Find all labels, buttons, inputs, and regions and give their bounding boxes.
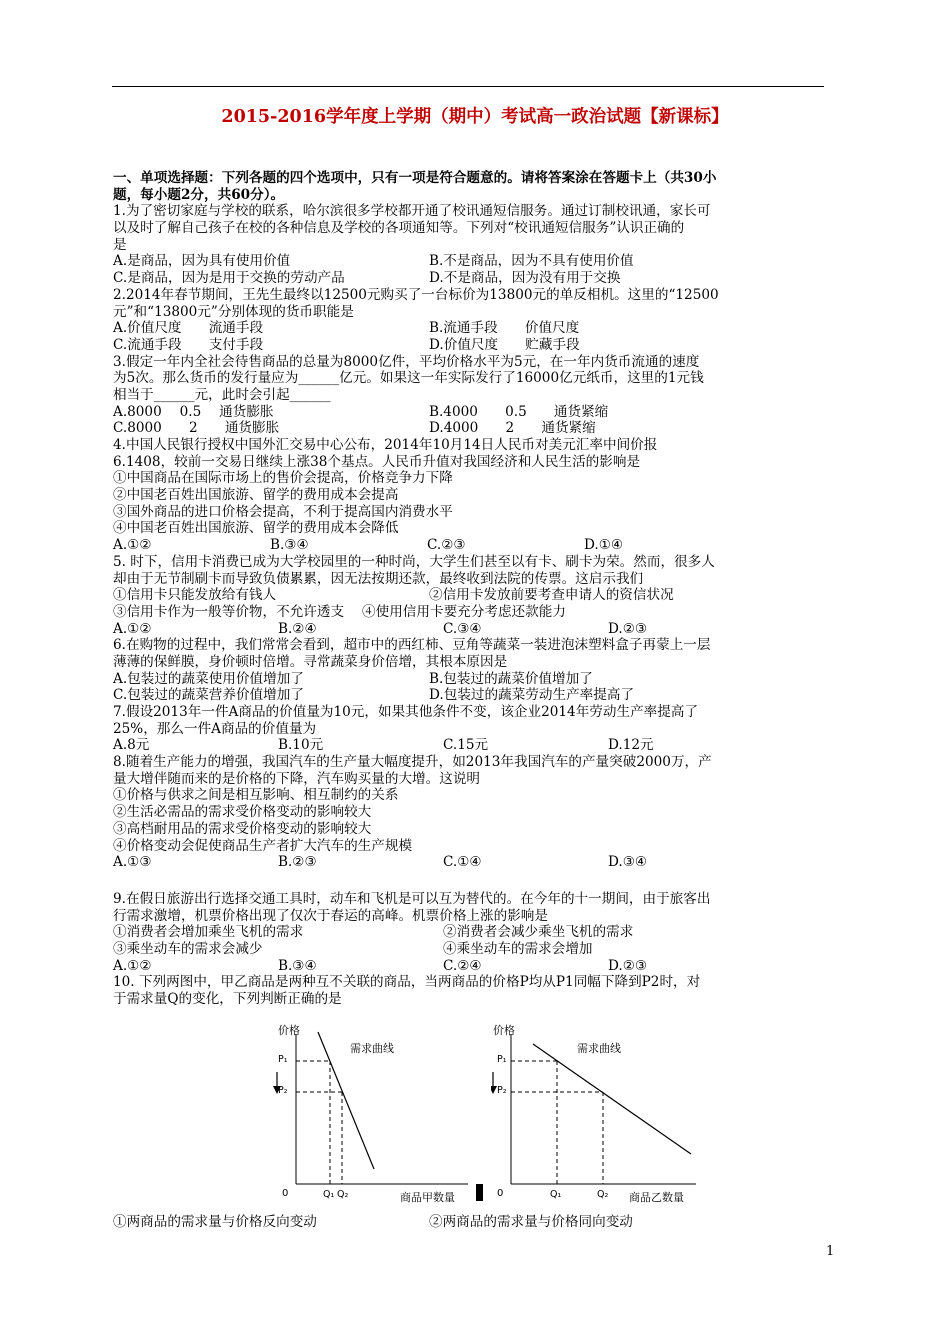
option-b: B.③④: [278, 957, 317, 974]
q1-options: [113, 253, 833, 270]
y-axis-label: 价格: [493, 1023, 515, 1037]
option-c: C.15元: [443, 737, 489, 754]
option-b: B.流通手段 价值尺度: [429, 320, 580, 337]
demand-chart-b: [491, 1014, 706, 1204]
q9-stem: 9.在假日旅游出行选择交通工具时，动车和飞机是可以互为替代的。在今年的十一期间，由于旅客出: [113, 890, 711, 907]
page-title: 2015-2016学年度上学期（期中）考试高一政治试题【新课标】: [221, 107, 729, 127]
header-rule: [112, 86, 824, 87]
q9-items: [113, 924, 833, 941]
q3-stem: 为5次。那么货币的发行量应为______亿元。如果这一年实际发行了16000亿元纸币，这里的1元钱: [113, 370, 704, 387]
option-a: A.是商品，因为具有使用价值: [113, 253, 291, 270]
q8-stem: 8.随着生产能力的增强，我国汽车的生产量大幅度提升，如2013年我国汽车的产量突破2000万，产: [113, 754, 712, 771]
option-c: C.包装过的蔬菜营养价值增加了: [113, 687, 304, 704]
option-c: C.③④: [443, 620, 482, 637]
q3-stem: 相当于______元，此时会引起______: [113, 386, 331, 403]
q3-options: [113, 420, 833, 437]
option-a: A.①②: [113, 537, 152, 554]
q9-items: [113, 941, 833, 958]
option-a: A.①③: [113, 854, 152, 871]
p1-tick-label: P₁: [497, 1053, 507, 1065]
q6-stem: 薄薄的保鲜膜，身价顿时倍增。寻常蔬菜身价倍增，其根本原因是: [113, 653, 508, 670]
q5-item: ④使用信用卡要充分考虑还款能力: [362, 603, 566, 620]
q8-options: [113, 854, 833, 871]
q10-items: [113, 1214, 833, 1231]
option-c: C.①④: [443, 854, 482, 871]
q1-options: [113, 270, 833, 287]
q10-item: ②两商品的需求量与价格同向变动: [429, 1213, 633, 1230]
q9-item: ③乘坐动车的需求会减少: [113, 940, 263, 957]
q1-tick-label: Q₁: [323, 1188, 335, 1200]
marker-block: [476, 1184, 483, 1201]
option-c: C.是商品，因为是用于交换的劳动产品: [113, 270, 345, 287]
option-d: D.①④: [584, 537, 624, 554]
q9-item: ①消费者会增加乘坐飞机的需求: [113, 924, 304, 941]
q4-stem: 4.中国人民银行授权中国外汇交易中心公布，2014年10月14日人民币对美元汇率中间价报: [113, 437, 658, 453]
curve-label: 需求曲线: [350, 1041, 394, 1055]
q4-stem: 6.1408，较前一交易日继续上涨38个基点。人民币升值对我国经济和人民生活的影响是: [113, 453, 641, 470]
q1-stem: 以及时了解自己孩子在校的各种信息及学校的各项通知等。下列对“校讯通短信服务”认识正确的: [113, 220, 685, 237]
option-d: D.价值尺度 贮藏手段: [429, 336, 580, 353]
option-b: B.③④: [270, 537, 309, 554]
q2-options: [113, 320, 833, 337]
q5-stem: 5. 时下，信用卡消费已成为大学校园里的一种时尚，大学生们甚至以有卡、刷卡为荣。然而，很多人: [113, 553, 715, 570]
option-b: B.不是商品，因为不具有使用价值: [429, 253, 634, 270]
option-d: D.②③: [608, 957, 648, 974]
q5-item: ③信用卡作为一般等价物，不允许透支: [113, 603, 345, 620]
x-axis-label: 商品乙数量: [629, 1190, 684, 1204]
q4-item: ①中国商品在国际市场上的售价会提高，价格竞争力下降: [113, 470, 453, 487]
option-c: C.8000 2 通货膨胀: [113, 420, 280, 437]
q10-item: ①两商品的需求量与价格反向变动: [113, 1213, 317, 1230]
q8-stem: 量大增伴随而来的是价格的下降，汽车购买量的大增。这说明: [113, 770, 481, 787]
option-c: C.②④: [443, 957, 482, 974]
q6-options: [113, 671, 833, 688]
q6-options: [113, 687, 833, 704]
q2-stem: 元”和“13800元”分别体现的货币职能是: [113, 303, 354, 320]
q4-item: ③国外商品的进口价格会提高，不利于提高国内消费水平: [113, 503, 453, 520]
option-b: B.包装过的蔬菜价值增加了: [429, 670, 593, 687]
p2-tick-label: P₂: [278, 1084, 288, 1096]
q4-item: ②中国老百姓出国旅游、留学的费用成本会提高: [113, 487, 399, 504]
q2-tick-label: Q₂: [337, 1188, 349, 1200]
q7-stem: 7.假设2013年一件A商品的价值量为10元，如果其他条件不变，该企业2014年劳动生产率提高了: [113, 704, 699, 720]
q4-options: [113, 537, 833, 554]
option-a: A.包装过的蔬菜使用价值增加了: [113, 670, 304, 687]
p2-tick-label: P₂: [497, 1084, 507, 1096]
origin-label: 0: [282, 1187, 289, 1199]
exam-body: [113, 170, 833, 1230]
q1-stem: 是: [113, 236, 127, 253]
q1-stem: 1.为了密切家庭与学校的联系，哈尔滨很多学校都开通了校讯通短信服务。通过订制校讯通，家长可: [113, 203, 711, 220]
page-number: 1: [826, 1244, 835, 1259]
option-b: B.②③: [278, 854, 317, 871]
q8-item: ③高档耐用品的需求受价格变动的影响较大: [113, 820, 372, 837]
p1-tick-label: P₁: [278, 1053, 288, 1065]
section-heading-line: 题，每小题2分，共60分）。: [113, 186, 285, 203]
q4-item: ④中国老百姓出国旅游、留学的费用成本会降低: [113, 520, 399, 537]
q5-items: [113, 604, 833, 621]
q7-stem: 25%，那么一件A商品的价值量为: [113, 720, 317, 737]
q10-stem: 10. 下列两图中，甲乙商品是两种互不关联的商品，当两商品的价格P均从P1同幅下降到P2时，对: [113, 974, 701, 991]
q8-item: ②生活必需品的需求受价格变动的影响较大: [113, 804, 372, 821]
y-axis-label: 价格: [278, 1023, 300, 1037]
q1-tick-label: Q₁: [550, 1188, 562, 1200]
demand-curve-figures: [113, 1014, 833, 1204]
section-heading-line: 一、单项选择题：下列各题的四个选项中，只有一项是符合题意的。请将答案涂在答题卡上（共30小: [113, 170, 717, 186]
q3-stem: 3.假定一年内全社会待售商品的总量为8000亿件，平均价格水平为5元，在一年内货币流通的速度: [113, 353, 700, 370]
q2-tick-label: Q₂: [597, 1188, 609, 1200]
q9-item: ④乘坐动车的需求会增加: [443, 940, 593, 957]
option-a: A.价值尺度 流通手段: [113, 320, 264, 337]
q3-options: [113, 404, 833, 421]
option-b: B.10元: [278, 737, 324, 754]
q5-stem: 却由于无节制刷卡而导致负债累累，因无法按期还款，最终收到法院的传票。这启示我们: [113, 570, 644, 587]
option-d: D.不是商品，因为没有用于交换: [429, 270, 621, 287]
curve-label: 需求曲线: [577, 1041, 621, 1055]
origin-label: 0: [497, 1187, 504, 1199]
option-d: D.③④: [608, 854, 648, 871]
q10-stem: 于需求量Q的变化，下列判断正确的是: [113, 991, 342, 1007]
q6-stem: 6.在购物的过程中，我们常常会看到，超市中的西红柿、豆角等蔬菜一装进泡沫塑料盒子再蒙上一层: [113, 637, 711, 654]
q5-item: ②信用卡发放前要考查申请人的资信状况: [429, 587, 674, 604]
q5-items: [113, 587, 833, 604]
option-d: D.包装过的蔬菜劳动生产率提高了: [429, 687, 635, 704]
option-d: D.12元: [608, 737, 654, 754]
option-a: A.①②: [113, 620, 152, 637]
option-a: A.8000 0.5 通货膨胀: [113, 403, 274, 420]
q9-options: [113, 958, 833, 975]
q5-item: ①信用卡只能发放给有钱人: [113, 587, 277, 604]
option-d: D.4000 2 通货紧缩: [429, 420, 596, 437]
option-a: A.①②: [113, 957, 152, 974]
q2-options: [113, 337, 833, 354]
q5-options: [113, 621, 833, 638]
option-c: C.流通手段 支付手段: [113, 336, 264, 353]
q9-stem: 行需求激增，机票价格出现了仅次于春运的高峰。机票价格上涨的影响是: [113, 907, 548, 924]
option-b: B.②④: [278, 620, 317, 637]
q8-item: ①价格与供求之间是相互影响、相互制约的关系: [113, 787, 399, 804]
option-d: D.②③: [608, 620, 648, 637]
option-c: C.②③: [427, 537, 466, 554]
q2-stem: 2.2014年春节期间，王先生最终以12500元购买了一台标价为13800元的单反相机。这里的“12500: [113, 286, 719, 303]
q9-item: ②消费者会减少乘坐飞机的需求: [443, 924, 634, 941]
x-axis-label: 商品甲数量: [400, 1190, 455, 1204]
demand-chart-a: [268, 1014, 478, 1204]
q7-options: [113, 737, 833, 754]
option-b: B.4000 0.5 通货紧缩: [429, 403, 609, 420]
option-a: A.8元: [113, 737, 150, 754]
q8-item: ④价格变动会促使商品生产者扩大汽车的生产规模: [113, 837, 413, 854]
